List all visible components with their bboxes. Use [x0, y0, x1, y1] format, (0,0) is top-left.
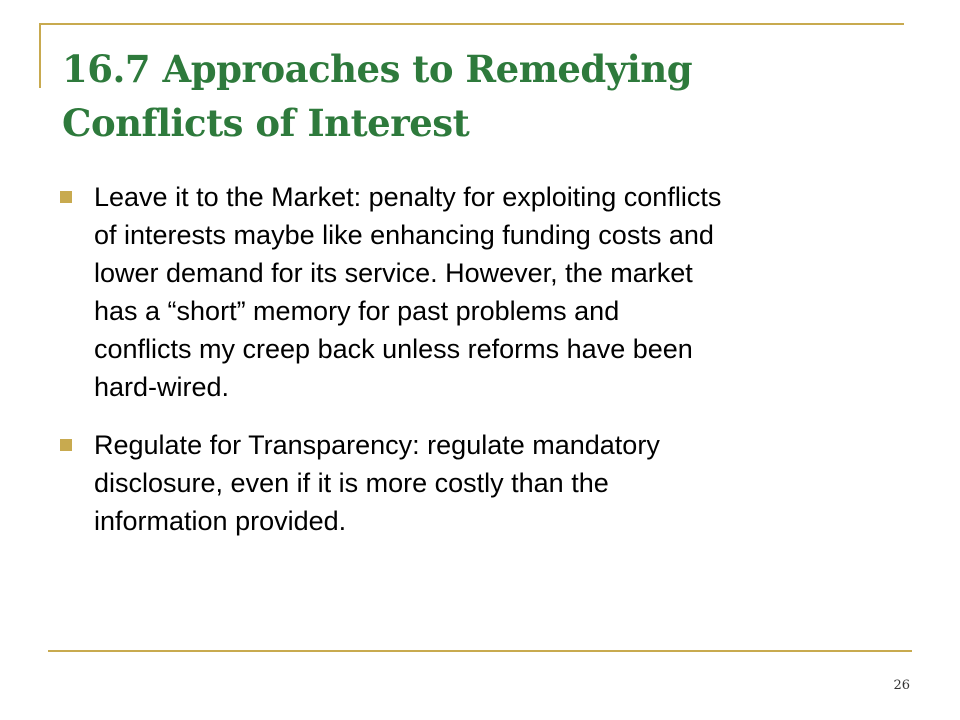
- bullet-item: [60, 426, 910, 540]
- bullet-line: hard-wired.: [94, 372, 230, 402]
- bullet-text: [94, 426, 910, 540]
- bullet-list: [60, 178, 910, 560]
- bullet-line: lower demand for its service. However, the market: [94, 258, 693, 288]
- square-bullet-icon: [60, 191, 72, 203]
- slide-title-line: Conflicts of Interest: [62, 101, 470, 145]
- bullet-line: information provided.: [94, 506, 347, 536]
- slide-title: [62, 42, 922, 150]
- slide-title-line: 16.7 Approaches to Remedying: [62, 47, 693, 91]
- left-border-line: [39, 23, 41, 88]
- bullet-line: Regulate for Transparency: regulate mandatory: [94, 430, 660, 460]
- bullet-line: disclosure, even if it is more costly than the: [94, 468, 609, 498]
- bullet-text: [94, 178, 910, 406]
- top-border-line: [40, 23, 904, 25]
- bullet-line: has a “short” memory for past problems and: [94, 296, 620, 326]
- bottom-border-line: [48, 650, 912, 652]
- page-number: 26: [893, 678, 910, 693]
- square-bullet-icon: [60, 439, 72, 451]
- bullet-line: Leave it to the Market: penalty for exploiting conflicts: [94, 182, 722, 212]
- bullet-line: conflicts my creep back unless reforms have been: [94, 334, 693, 364]
- bullet-line: of interests maybe like enhancing funding costs and: [94, 220, 714, 250]
- bullet-item: [60, 178, 910, 406]
